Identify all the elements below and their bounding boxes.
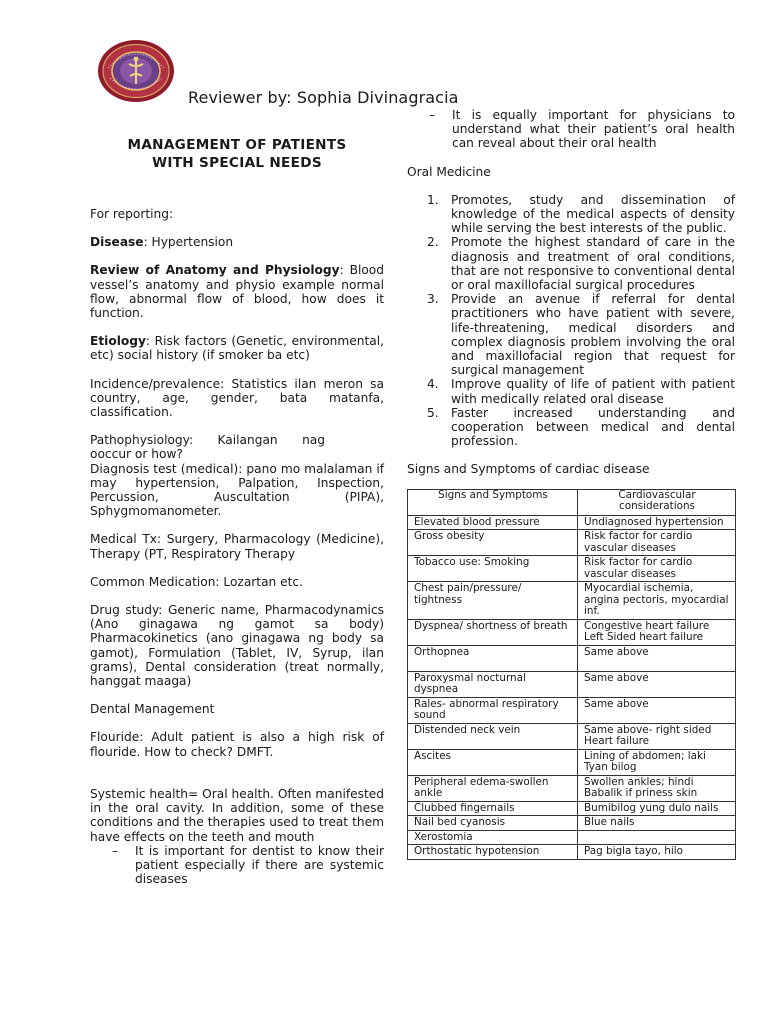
diagnosis-paragraph: Diagnosis test (medical): pano mo malalaman if may hypertension, Palpation, Inspection, Percussion, Auscultation (PIPA), Sphygmomanometer. <box>90 461 384 519</box>
table-row <box>408 582 736 620</box>
consideration-cell: Same above <box>578 645 736 671</box>
item-text: Promotes, study and dissemination of knowledge of the medical aspects of density while serving the best interests of the public. <box>451 192 735 236</box>
consideration-cell: Blue nails <box>578 816 736 831</box>
header-considerations: Cardiovascular considerations <box>578 489 736 515</box>
table-row <box>408 845 736 860</box>
consideration-cell: Myocardial ischemia, angina pectoris, myocardial inf. <box>578 582 736 620</box>
item-text: Promote the highest standard of care in the diagnosis and treatment of oral conditions, that are not responsive to conventional dental or oral maxillofacial surgical procedures <box>451 235 735 293</box>
right-column <box>407 108 735 860</box>
dentistry-seal-logo <box>96 38 176 104</box>
consideration-cell <box>578 830 736 845</box>
anatomy-label: Review of Anatomy and Physiology <box>90 263 340 278</box>
item-text: Improve quality of life of patient with patient with medically related oral disease <box>451 377 735 406</box>
left-dash-list <box>90 844 384 887</box>
sign-cell: Xerostomia <box>408 830 578 845</box>
item-text: Faster increased understanding and cooperation between medical and dental profession. <box>451 405 735 449</box>
table-row <box>408 816 736 831</box>
consideration-cell: Pag bigla tayo, hilo <box>578 845 736 860</box>
table-row <box>408 530 736 556</box>
dash-item: – It is important for dentist to know their patient especially if there are systemic diseases <box>90 844 384 887</box>
consideration-cell: Risk factor for cardio vascular diseases <box>578 556 736 582</box>
sign-cell: Peripheral edema-swollen ankle <box>408 775 578 801</box>
consideration-cell: Undiagnosed hypertension <box>578 515 736 530</box>
disease-text: : Hypertension <box>143 235 234 250</box>
sign-cell: Gross obesity <box>408 530 578 556</box>
item-number: 4. <box>427 377 439 392</box>
consideration-cell: Bumibilog yung dulo nails <box>578 801 736 816</box>
item-number: 3. <box>427 292 439 307</box>
etiology-text: : Risk factors (Genetic, environmental, etc) social history (if smoker ba etc) <box>90 334 384 363</box>
page-title <box>90 136 384 172</box>
consideration-cell: Swollen ankles; hindi Babalik if priness skin <box>578 775 736 801</box>
table-row <box>408 515 736 530</box>
dental-management-heading: Dental Management <box>90 702 215 717</box>
item-number: 2. <box>427 235 439 250</box>
oral-medicine-item <box>407 235 735 292</box>
sign-cell: Orthopnea <box>408 645 578 671</box>
sign-cell: Nail bed cyanosis <box>408 816 578 831</box>
oral-medicine-heading: Oral Medicine <box>407 164 491 179</box>
consideration-cell: Lining of abdomen; laki Tyan bilog <box>578 749 736 775</box>
disease-line <box>90 235 384 249</box>
consideration-cell: Same above <box>578 671 736 697</box>
item-text: Provide an avenue if referral for dental practitioners who have patient with severe, life-threatening, medical disorders and complex diagnosis problem involving the oral and maxillofacial region that request for surgical management <box>451 292 735 378</box>
oral-medicine-list <box>407 193 735 449</box>
sign-cell: Tobacco use: Smoking <box>408 556 578 582</box>
etiology-paragraph <box>90 334 384 362</box>
table-row <box>408 775 736 801</box>
oral-medicine-item <box>407 406 735 449</box>
table-row <box>408 830 736 845</box>
left-column <box>90 136 384 886</box>
signs-symptoms-table <box>407 489 736 860</box>
oral-medicine-item <box>407 193 735 236</box>
table-row <box>408 619 736 645</box>
sign-cell: Distended neck vein <box>408 723 578 749</box>
consideration-cell: Risk factor for cardio vascular diseases <box>578 530 736 556</box>
table-body <box>408 515 736 859</box>
sign-cell: Elevated blood pressure <box>408 515 578 530</box>
for-reporting: For reporting: <box>90 207 174 221</box>
sign-cell: Rales- abnormal respiratory sound <box>408 697 578 723</box>
oral-medicine-item <box>407 377 735 405</box>
title-line-2: WITH SPECIAL NEEDS <box>152 155 322 171</box>
signs-heading: Signs and Symptoms of cardiac disease <box>407 462 650 477</box>
item-number: 1. <box>427 192 439 207</box>
sign-cell: Clubbed fingernails <box>408 801 578 816</box>
title-line-1: MANAGEMENT OF PATIENTS <box>127 137 347 153</box>
consideration-cell: Same above- right sided Heart failure <box>578 723 736 749</box>
table-row <box>408 671 736 697</box>
drug-study-paragraph: Drug study: Generic name, Pharmacodynamics (Ano ginagawa ng gamot sa body) Pharmacokinetics (ano ginagawa ng body sa gamot), Formulation (Tablet, IV, Syrup, ilan grams), Dental consideration (treat normally, hanggat maaga) <box>90 603 384 689</box>
medical-tx-paragraph: Medical Tx: Surgery, Pharmacology (Medicine), Therapy (PT, Respiratory Therapy <box>90 532 384 561</box>
pathophysiology-paragraph: Pathophysiology: Kailangan nag ooccur or how? <box>90 433 325 462</box>
systemic-paragraph: Systemic health= Oral health. Often manifested in the oral cavity. In addition, some of these conditions and the therapies used to treat them have effects on the teeth and mouth <box>90 786 384 844</box>
table-row <box>408 801 736 816</box>
oral-medicine-item <box>407 292 735 377</box>
consideration-cell: Same above <box>578 697 736 723</box>
flouride-paragraph: Flouride: Adult patient is also a high risk of flouride. How to check? DMFT. <box>90 730 384 759</box>
anatomy-text: : Blood vessel’s anatomy and physio example normal flow, abnormal flow of blood, how does it function. <box>90 263 384 321</box>
disease-label: Disease <box>90 235 144 250</box>
table-row <box>408 645 736 671</box>
table-header-row <box>408 489 736 515</box>
sign-cell: Paroxysmal nocturnal dyspnea <box>408 671 578 697</box>
reviewer-credit: Reviewer by: Sophia Divinagracia <box>188 88 459 107</box>
dash-item: – It is equally important for physicians to understand what their patient’s oral health can reveal about their oral health <box>407 108 735 151</box>
common-medication: Common Medication: Lozartan etc. <box>90 574 304 589</box>
sign-cell: Orthostatic hypotension <box>408 845 578 860</box>
table-row <box>408 556 736 582</box>
right-dash-list <box>407 108 735 151</box>
item-number: 5. <box>427 405 439 420</box>
table-row <box>408 697 736 723</box>
anatomy-paragraph <box>90 263 384 320</box>
consideration-cell: Congestive heart failure Left Sided heart failure <box>578 619 736 645</box>
table-row <box>408 723 736 749</box>
sign-cell: Chest pain/pressure/ tightness <box>408 582 578 620</box>
sign-cell: Dyspnea/ shortness of breath <box>408 619 578 645</box>
incidence-paragraph: Incidence/prevalence: Statistics ilan meron sa country, age, gender, bata matanfa, classification. <box>90 376 384 420</box>
etiology-label: Etiology <box>90 334 146 349</box>
table-row <box>408 749 736 775</box>
header-signs: Signs and Symptoms <box>408 489 578 515</box>
sign-cell: Ascites <box>408 749 578 775</box>
